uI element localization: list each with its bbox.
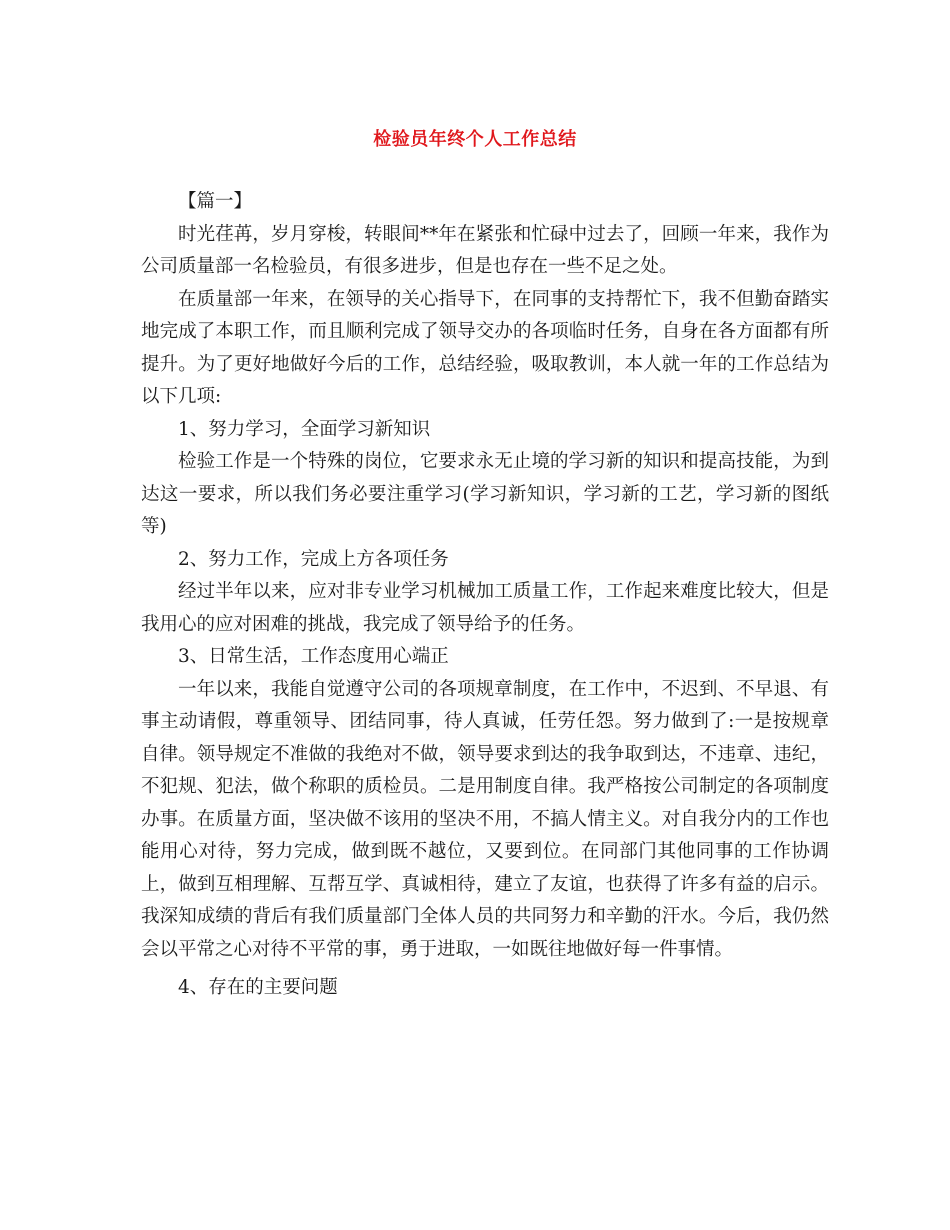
paragraph-overview: 在质量部一年来，在领导的关心指导下，在同事的支持帮忙下，我不但勤奋踏实地完成了本职工作，而且顺利完成了领导交办的各项临时任务，自身在各方面都有所提升。为了更好地做好今后的工作，总结经验，吸取教训，本人就一年的工作总结为以下几项: (141, 288, 829, 407)
heading-4: 4、存在的主要问题 (178, 977, 338, 998)
heading-1: 1、努力学习，全面学习新知识 (178, 418, 431, 440)
document-title: 检验员年终个人工作总结 (373, 129, 577, 150)
heading-3: 3、日常生活，工作态度用心端正 (178, 646, 449, 667)
section-marker: 【篇一】 (178, 191, 253, 212)
heading-2: 2、努力工作，完成上方各项任务 (178, 548, 449, 570)
paragraph-work: 经过半年以来，应对非专业学习机械加工质量工作，工作起来难度比较大，但是我用心的应对困难的挑战，我完成了领导给予的任务。 (141, 581, 829, 635)
document-body (141, 186, 829, 1005)
paragraph-intro: 时光荏苒，岁月穿梭，转眼间**年在紧张和忙碌中过去了，回顾一年来，我作为公司质量部一名检验员，有很多进步，但是也存在一些不足之处。 (141, 223, 829, 277)
paragraph-attitude: 一年以来，我能自觉遵守公司的各项规章制度，在工作中，不迟到、不早退、有事主动请假，尊重领导、团结同事，待人真诚，任劳任怨。努力做到了:一是按规章自律。领导规定不准做的我绝对不做，领导要求到达的我争取到达，不违章、违纪，不犯规、犯法，做个称职的质检员。二是用制度自律。我严格按公司制定的各项制度办事。在质量方面，坚决做不该用的坚决不用，不搞人情主义。对自我分内的工作也能用心对待，努力完成，做到既不越位，又要到位。在同部门其他同事的工作协调上，做到互相理解、互帮互学、真诚相待，建立了友谊，也获得了许多有益的启示。我深知成绩的背后有我们质量部门全体人员的共同努力和辛勤的汗水。今后，我仍然会以平常之心对待不平常的事，勇于进取，一如既往地做好每一件事情。 (141, 678, 829, 960)
paragraph-study: 检验工作是一个特殊的岗位，它要求永无止境的学习新的知识和提高技能，为到达这一要求，所以我们务必要注重学习(学习新知识，学习新的工艺，学习新的图纸等) (141, 451, 829, 537)
